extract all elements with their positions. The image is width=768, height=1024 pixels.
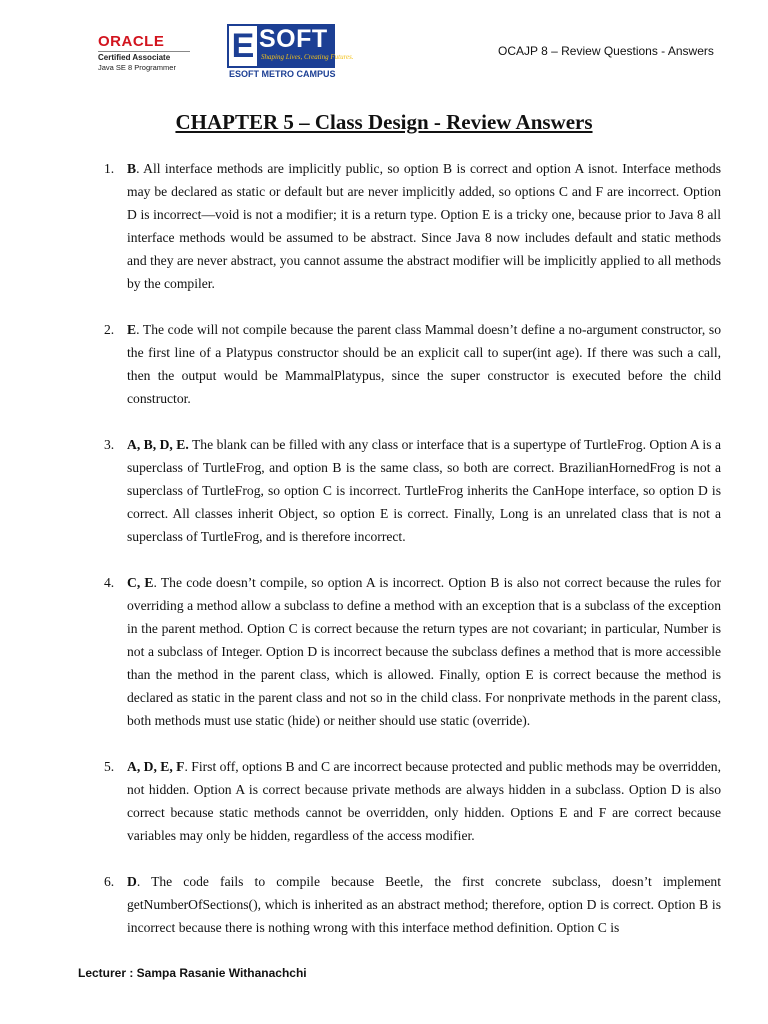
answer-letters: D xyxy=(127,874,137,889)
oracle-certification-label: Certified Associate xyxy=(98,53,171,62)
esoft-logo-box xyxy=(227,24,354,68)
answer-body xyxy=(127,318,721,410)
answer-letters: E xyxy=(127,322,137,337)
answer-letters: B xyxy=(127,161,137,176)
oracle-certified-logo xyxy=(98,34,198,73)
answer-number: 6. xyxy=(104,874,115,889)
document-header-title: OCAJP 8 – Review Questions - Answers xyxy=(498,44,714,58)
answer-item-1 xyxy=(104,157,721,295)
answer-number: 1. xyxy=(104,161,115,176)
answer-item-5 xyxy=(104,755,721,847)
chapter-title: CHAPTER 5 – Class Design - Review Answers xyxy=(175,110,593,134)
answer-body xyxy=(127,157,721,295)
answer-item-3 xyxy=(104,433,721,548)
esoft-logo-name: SOFT xyxy=(259,25,328,53)
answer-explanation: The blank can be filled with any class or interface that is a supertype of TurtleFrog. Option A is a superclass of TurtleFrog, and option B is the same class, so both are correct. BrazilianHornedFrog is not a superclass of TurtleFrog, so option C is incorrect. TurtleFrog inherits the CanHope interface, so option D is correct. All classes inherit Object, so option E is correct. Finally, Long is an unrelated class that is not a superclass of TurtleFrog, and is therefore incorrect. xyxy=(127,437,721,544)
answer-explanation: . The code fails to compile because Beetle, the first concrete subclass, doesn’t implement getNumberOfSections(), which is inherited as an abstract method; therefore, option D is correct. Option B is incorrect because there is nothing wrong with this interface method definition. Option C is xyxy=(127,874,721,935)
answer-body xyxy=(127,571,721,732)
answer-item-2 xyxy=(104,318,721,410)
answer-letters: A, D, E, F xyxy=(127,759,185,774)
answer-body xyxy=(127,870,721,939)
esoft-logo xyxy=(227,24,354,80)
oracle-track-label: Java SE 8 Programmer xyxy=(98,63,176,72)
answer-explanation: . The code doesn’t compile, so option A is incorrect. Option B is also not correct because the rules for overriding a method allow a subclass to define a method with an exception that is a subclass of the exception in the parent method. Option C is correct because the return types are not covariant; in particular, Number is not a subclass of Integer. Option D is incorrect because the subclass defines a method that is more accessible than the method in the parent class, which is allowed. Finally, option E is correct because the method is declared as static in the parent class and not so in the child class. For nonprivate methods in the parent class, both methods must use static (hide) or neither should use static (override). xyxy=(127,575,721,728)
answer-item-6 xyxy=(104,870,721,939)
page-header xyxy=(0,0,768,90)
answer-explanation: . First off, options B and C are incorrect because protected and public methods may be overridden, not hidden. Option A is correct because private methods are always hidden in a subclass. Option D is also correct because static methods cannot be overridden, only hidden. Options E and F are correct because variables may only be hidden, regardless of the access modifier. xyxy=(127,759,721,843)
answer-body xyxy=(127,433,721,548)
oracle-logo-wordmark: ORACLE xyxy=(98,33,165,50)
answer-letters: C, E xyxy=(127,575,154,590)
answer-number: 3. xyxy=(104,437,115,452)
esoft-campus-label: ESOFT METRO CAMPUS xyxy=(229,69,336,79)
lecturer-footer: Lecturer : Sampa Rasanie Withanachchi xyxy=(78,966,307,980)
answer-number: 4. xyxy=(104,575,115,590)
esoft-logo-letter: E xyxy=(229,26,257,66)
answer-body xyxy=(127,755,721,847)
esoft-logo-slogan: Shaping Lives, Creating Futures. xyxy=(261,53,354,61)
answer-explanation: . The code will not compile because the parent class Mammal doesn’t define a no-argument constructor, so the first line of a Platypus constructor should be an explicit call to super(int age). If there was such a call, then the output would be MammalPlatypus, since the super constructor is executed before the child constructor. xyxy=(127,322,721,406)
answer-number: 2. xyxy=(104,322,115,337)
answer-explanation: . All interface methods are implicitly public, so option B is correct and option A isnot. Interface methods may be declared as static or default but are never implicitly added, so options C and F are incorrect. Option D is incorrect—void is not a modifier; it is a return type. Option E is a tricky one, because prior to Java 8 all interface methods would be assumed to be abstract. Since Java 8 now includes default and static methods and they are never abstract, you cannot assume the abstract modifier will be implicitly applied to all methods by the compiler. xyxy=(127,161,721,291)
oracle-logo-divider xyxy=(98,51,190,52)
answer-number: 5. xyxy=(104,759,115,774)
answer-letters: A, B, D, E. xyxy=(127,437,189,452)
answer-item-4 xyxy=(104,571,721,732)
answers-list xyxy=(104,157,721,962)
